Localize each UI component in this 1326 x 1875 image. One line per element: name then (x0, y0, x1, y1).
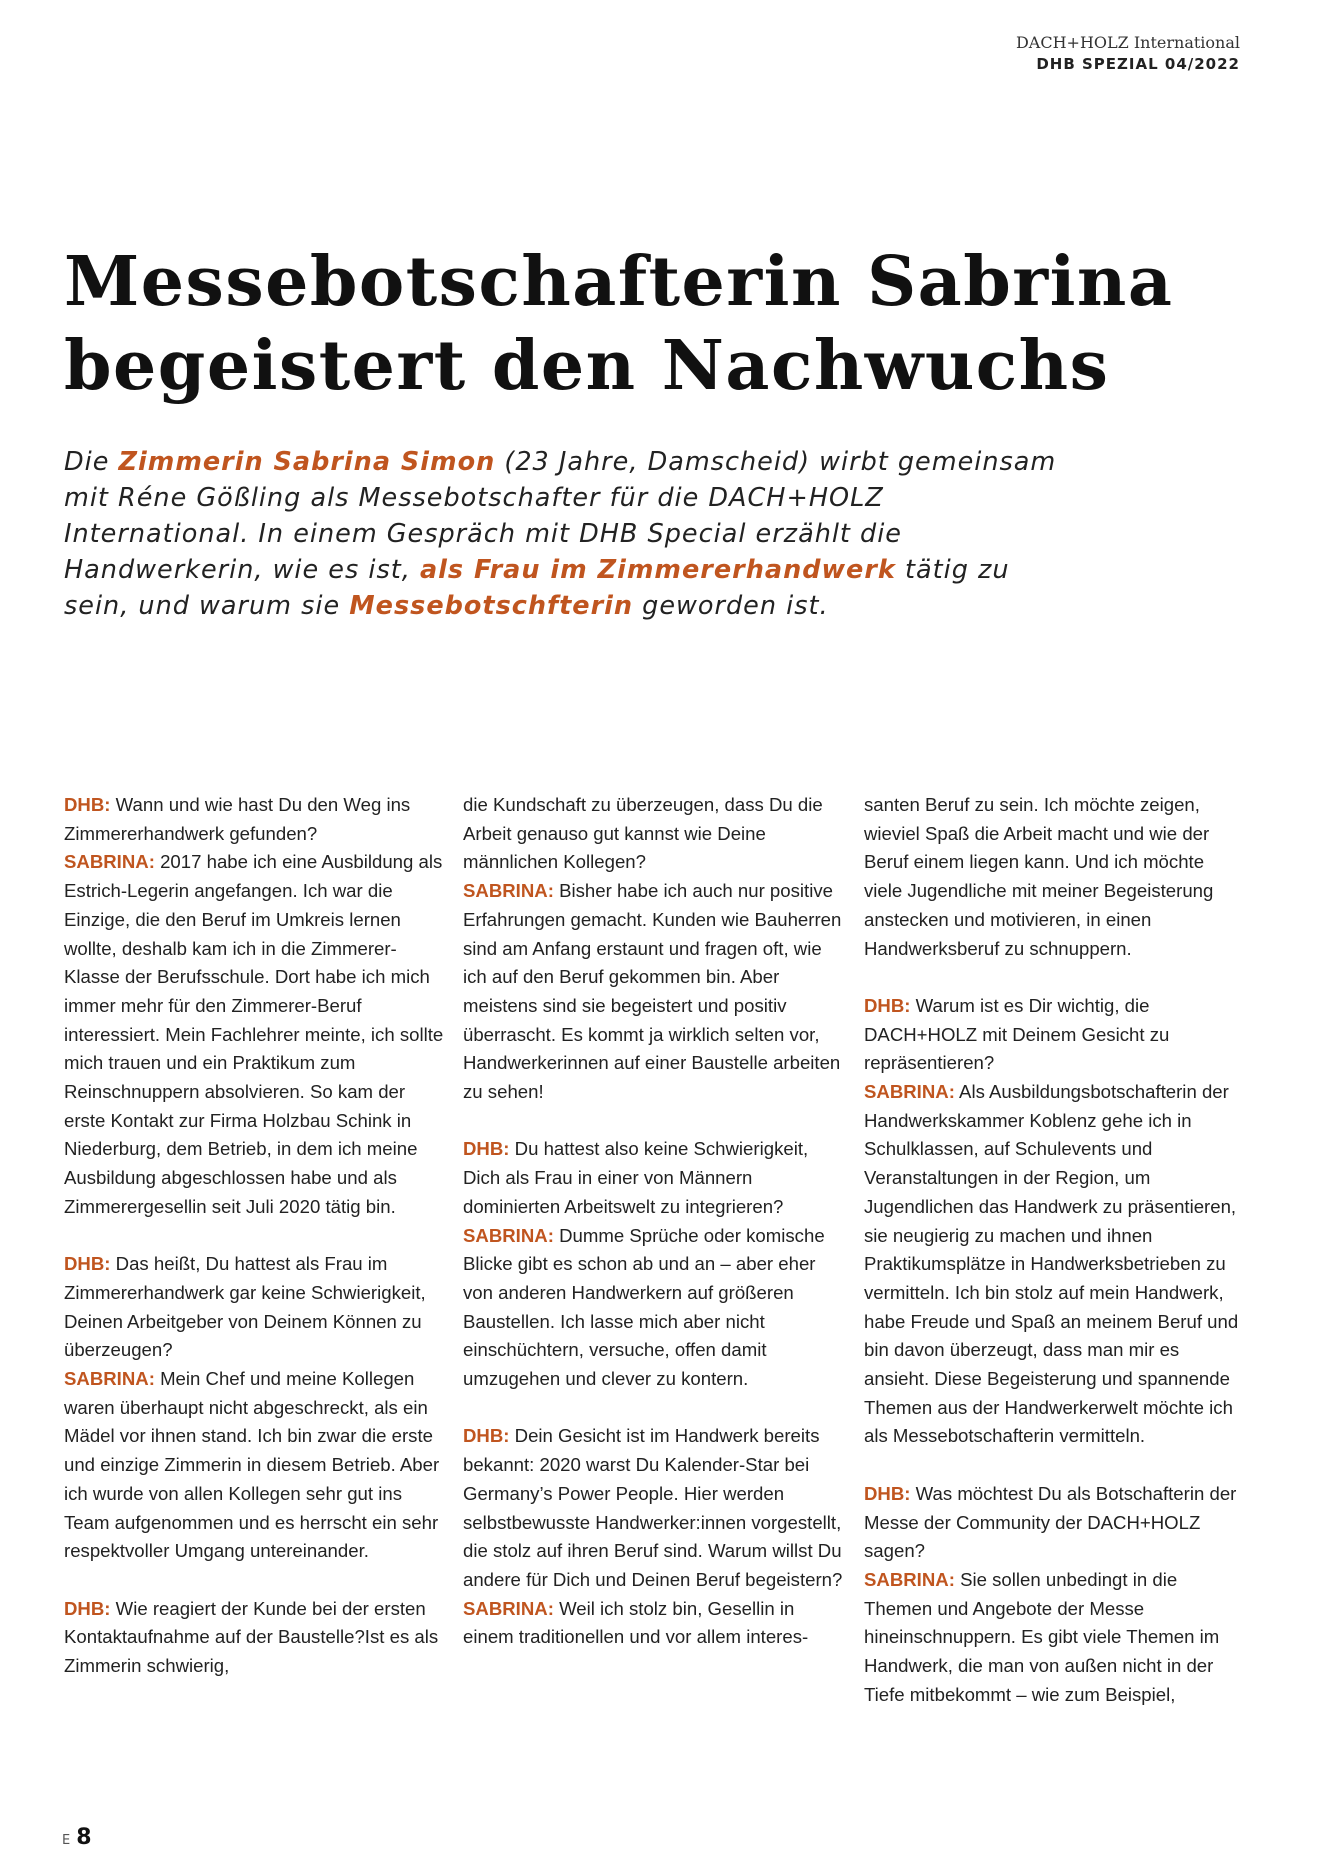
answer (864, 1081, 1238, 1446)
answer (463, 1598, 808, 1648)
answer-text: Dumme Sprüche oder komische Blicke gibt es schon ab und an – aber eher von anderen Handwerkern auf größeren Baustellen. Ich lasse mich aber nicht einschüchtern, versuche, offen damit umzugehen und clever zu kontern. (463, 1224, 825, 1390)
answer-text: 2017 habe ich eine Ausbildung als Estrich-Legerin angefangen. Ich war die Einzige, die den Beruf im Umkreis lernen wollte, deshalb kam ich in die Zimmerer-Klasse der Berufsschule. Dort habe ich mich immer mehr für den Zimmerer-Beruf interessiert. Mein Fachlehrer meinte, ich sollte mich trauen und ein Praktikum zum Reinschnuppern absolvieren. So kam der erste Kontakt zur Firma Holzbau Schink in Niederburg, dem Betrieb, in dem ich meine Ausbildung abgeschlossen habe und als Zimmerergesellin seit Juli 2020 tätig bin. (64, 851, 444, 1217)
speaker-label: DHB: (463, 1425, 510, 1447)
interview-block (64, 1250, 444, 1566)
article-column-1 (64, 791, 444, 1709)
intro-text: (23 Jahre, Damscheid) wirbt gemeinsam mit Réne Gößling als Messebotschafter für die DACH+HOLZ International. In einem Gespräch mit DHB Special erzählt die Handwerkerin, wie es ist, (64, 447, 1057, 585)
interview-block (463, 1135, 843, 1393)
article-column-3 (864, 791, 1244, 1738)
question (463, 1138, 808, 1216)
intro-lead (64, 444, 1064, 624)
headline-line-1: Messebotschafterin Sabrina (64, 242, 1174, 322)
answer-text: Weil ich stolz bin, Gesellin in einem traditionellen und vor allem interes- (463, 1597, 809, 1648)
intro-text: tätig zu sein, und warum sie (64, 555, 1010, 621)
question (64, 1598, 438, 1676)
intro-highlight: Messebotschfterin (349, 591, 634, 621)
question-continued: die Kundschaft zu überzeugen, dass Du die Arbeit genauso gut kannst wie Deine männlichen Kollegen? (463, 794, 823, 873)
question (463, 1425, 842, 1590)
interview-block (463, 1422, 843, 1652)
headline (64, 240, 1244, 408)
answer-text: Mein Chef und meine Kollegen waren überhaupt nicht abgeschreckt, als ein Mädel vor ihnen stand. Ich bin zwar die erste und einzige Zimmerin in diesem Betrieb. Aber ich wurde von allen Kollegen sehr gut ins Team aufgenommen und es herrscht ein sehr respektvoller Umgang untereinander. (64, 1368, 440, 1562)
page-header (1016, 32, 1240, 74)
page-number: 8 (76, 1825, 92, 1850)
issue-label: DHB SPEZIAL 04/2022 (1036, 55, 1240, 73)
speaker-label: SABRINA: (463, 1224, 554, 1246)
article-column-2 (463, 791, 843, 1681)
answer (64, 1368, 439, 1561)
speaker-label: SABRINA: (864, 1081, 955, 1103)
speaker-label: DHB: (864, 994, 911, 1016)
interview-block (463, 791, 843, 1107)
question-text: Wann und wie hast Du den Weg ins Zimmererhandwerk gefunden? (64, 794, 411, 844)
question-text: Das heißt, Du hattest als Frau im Zimmererhandwerk gar keine Schwierigkeit, Deinen Arbeitgeber von Deinem Können zu überzeugen? (64, 1253, 426, 1361)
speaker-label: DHB: (64, 1597, 111, 1619)
answer-text: Bisher habe ich auch nur positive Erfahrungen gemacht. Kunden wie Bauherren sind am Anfang erstaunt und fragen oft, wie ich auf den Beruf gekommen bin. Aber meistens sind sie begeistert und positiv überrascht. Es kommt ja wirklich selten vor, Handwerkerinnen auf einer Baustelle arbeiten zu sehen! (463, 880, 842, 1103)
question (864, 995, 1169, 1073)
page-footer (62, 1825, 92, 1850)
intro-highlight: Zimmerin Sabrina Simon (118, 447, 496, 477)
answer-text: Sie sollen unbedingt in die Themen und Angebote der Messe hineinschnuppern. Es gibt viele Themen im Handwerk, die man von außen nicht in der Tiefe mitbekommt – wie zum Beispiel, (864, 1568, 1220, 1705)
question (864, 1483, 1236, 1561)
answer (64, 851, 443, 1216)
answer (463, 880, 841, 1102)
speaker-label: DHB: (864, 1482, 911, 1504)
speaker-label: SABRINA: (64, 851, 155, 873)
question-text: Warum ist es Dir wichtig, die DACH+HOLZ mit Deinem Gesicht zu repräsentieren? (864, 994, 1170, 1074)
question-text: Dein Gesicht ist im Handwerk bereits bekannt: 2020 warst Du Kalender-Star bei Germany’s Power People. Hier werden selbstbewusste Handwerker:innen vorgestellt, die stolz auf ihren Beruf sind. Warum willst Du andere für Dich und Deinen Beruf begeistern? (463, 1425, 843, 1590)
intro-highlight: als Frau im Zimmererhandwerk (419, 555, 896, 585)
speaker-label: DHB: (463, 1138, 510, 1160)
answer (463, 1225, 825, 1390)
speaker-label: SABRINA: (864, 1568, 955, 1590)
speaker-label: DHB: (64, 794, 111, 815)
interview-block (64, 791, 444, 1222)
question-text: Wie reagiert der Kunde bei der ersten Kontaktaufnahme auf der Baustelle?Ist es als Zimmerin schwierig, (64, 1597, 439, 1677)
question-text: Was möchtest Du als Botschafterin der Messe der Community der DACH+HOLZ sagen? (864, 1482, 1237, 1562)
answer-text: Als Ausbildungsbotschafterin der Handwerkskammer Koblenz gehe ich in Schulklassen, auf Schulevents und Veranstaltungen in der Region, um Jugendlichen das Handwerk zu präsentieren, sie neugierig zu machen und ihnen Praktikumsplätze in Handwerksbetrieben zu vermitteln. Ich bin stolz auf mein Handwerk, habe Freude und Spaß an meinem Beruf und bin davon überzeugt, dass man mir es ansieht. Diese Begeisterung und spannende Themen aus der Handwerkerwelt möchte ich als Messebotschafterin vermitteln. (864, 1081, 1239, 1447)
interview-block (864, 1480, 1244, 1710)
headline-line-2: begeistert den Nachwuchs (64, 326, 1110, 406)
answer-continued: santen Beruf zu sein. Ich möchte zeigen, wieviel Spaß die Arbeit macht und wie der Beruf einem liegen kann. Und ich möchte viele Jugendliche mit meiner Begeisterung anstecken und motivieren, in einen Handwerksberuf zu schnuppern. (864, 794, 1214, 959)
publication-name: DACH+HOLZ International (1015, 33, 1240, 52)
interview-block (864, 791, 1244, 963)
edition-marker: E (62, 1833, 71, 1848)
question (64, 1253, 426, 1360)
intro-text: geworden ist. (633, 591, 829, 621)
speaker-label: SABRINA: (463, 880, 554, 902)
question (64, 794, 410, 844)
interview-block (864, 992, 1244, 1451)
interview-block (64, 1595, 444, 1681)
answer (864, 1569, 1219, 1705)
question-text: Du hattest also keine Schwierigkeit, Dich als Frau in einer von Männern dominierten Arbeitswelt zu integrieren? (463, 1138, 809, 1217)
speaker-label: SABRINA: (463, 1597, 554, 1619)
intro-text: Die (64, 447, 119, 477)
speaker-label: SABRINA: (64, 1368, 155, 1390)
speaker-label: DHB: (64, 1253, 111, 1275)
